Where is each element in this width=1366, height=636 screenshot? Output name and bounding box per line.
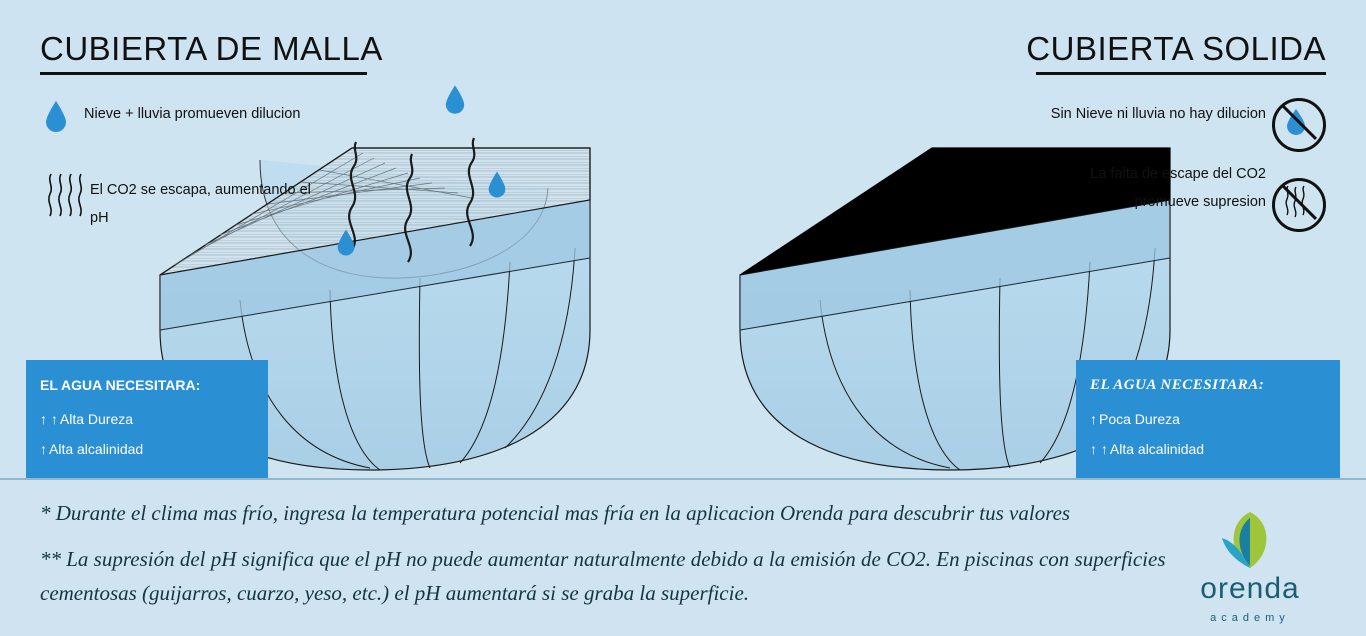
footnote-1: * Durante el clima mas frío, ingresa la temperatura potencial mas fría en la aplicacion Orenda para descubrir tus valores: [40, 501, 1071, 525]
page-title-right: CUBIERTA SOLIDA: [1026, 30, 1326, 67]
no-co2-escape-icon: [1272, 178, 1326, 232]
title-rule-right: [1036, 72, 1326, 75]
orenda-academy-logo: [1160, 508, 1340, 628]
legend-no-rain: Sin Nieve ni lluvia no hay dilucion: [1050, 106, 1266, 122]
left-box-heading: EL AGUA NECESITARA:: [40, 377, 201, 393]
legend-no-co2-escape: La falta de escape del CO2 promueve supresion: [1090, 166, 1266, 210]
right-box-item-label: Poca Dureza: [1099, 411, 1180, 427]
list-item: [40, 434, 254, 464]
list-item: [40, 404, 254, 434]
up-arrow-icon: ↑: [40, 441, 47, 457]
water-drop-icon: [44, 100, 68, 134]
legend-rain-dilution: Nieve + lluvia promueven dilucion: [84, 106, 301, 122]
footnote-2: ** La supresión del pH significa que el pH no puede aumentar naturalmente debido a la emisión de CO2. En piscinas con superficies cementosas (guijarros, cuarzo, yeso, etc.) el pH aumentará si se graba la superficie.: [40, 547, 1166, 605]
list-item: [1090, 404, 1326, 434]
water-drop-icon: [487, 170, 507, 200]
right-box-item-label: Alta alcalinidad: [1109, 441, 1205, 457]
logo-subtext: academy: [1210, 612, 1290, 624]
co2-squiggle-icon: [44, 172, 88, 223]
page-title-left: CUBIERTA DE MALLA: [40, 30, 383, 67]
left-box-item-label: Alta Dureza: [59, 411, 134, 427]
water-drop-icon: [444, 84, 466, 116]
up-arrow-icon: ↑ ↑: [1090, 441, 1108, 457]
right-requirements-box: [1076, 360, 1340, 478]
water-drop-icon: [336, 228, 356, 258]
right-box-heading: EL AGUA NECESITARA:: [1090, 377, 1265, 393]
legend-co2-escape: El CO2 se escapa, aumentando el pH: [90, 182, 311, 226]
logo-wordmark: orenda: [1200, 572, 1300, 605]
up-arrow-icon: ↑: [1090, 411, 1097, 427]
footnote-band: [0, 478, 1366, 636]
orenda-leaf-logo-icon: [1212, 508, 1288, 572]
list-item: [1090, 434, 1326, 464]
left-requirements-box: [26, 360, 268, 478]
title-rule-left: [40, 72, 367, 75]
up-arrow-icon: ↑ ↑: [40, 411, 58, 427]
no-water-drop-icon: [1272, 98, 1326, 152]
left-box-item-label: Alta alcalinidad: [49, 441, 144, 457]
